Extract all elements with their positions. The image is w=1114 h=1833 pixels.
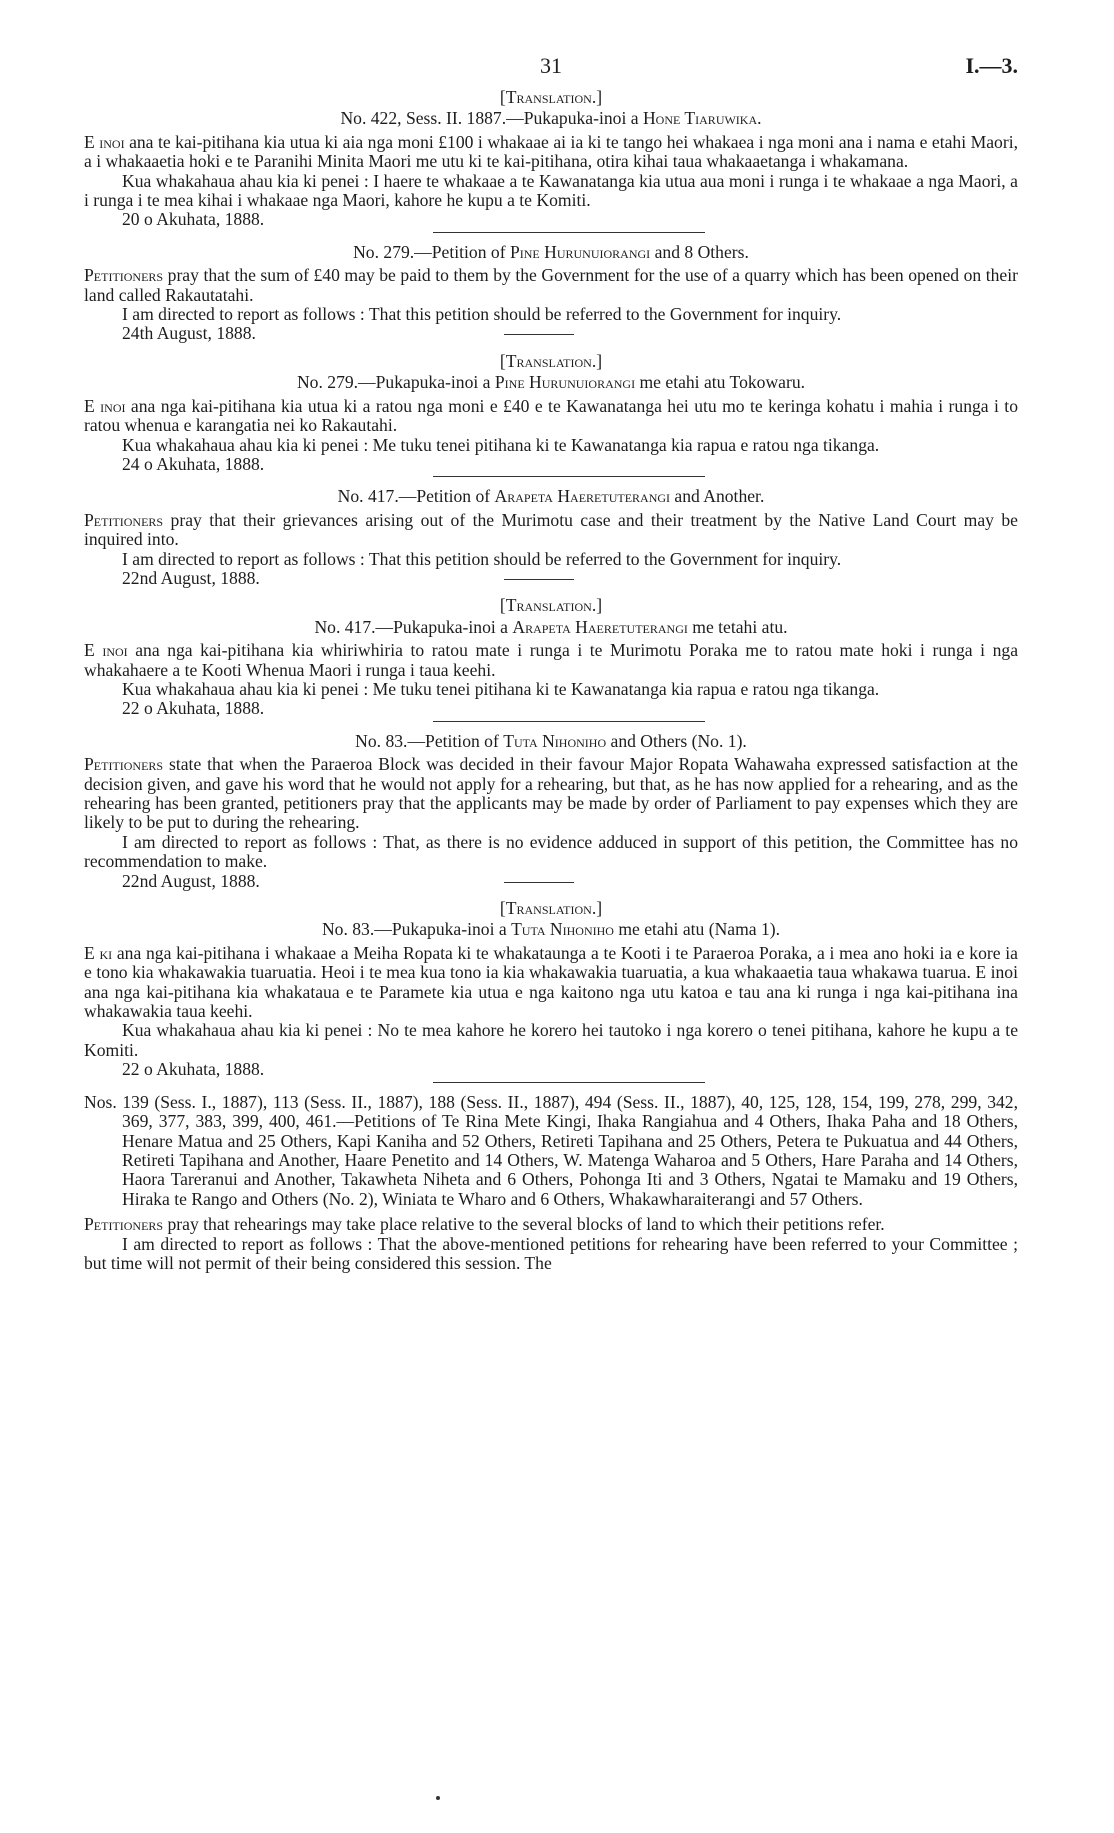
section-heading: No. 422, Sess. II. 1887.—Pukapuka-inoi a Hone Tiaruwika. [340, 108, 762, 129]
section-divider [433, 1082, 705, 1083]
paragraph: Petitioners pray that the sum of £40 may be paid to them by the Government for the use of a quarry which has been opened on their land called Rakautatahi. [84, 265, 1018, 305]
page-number: 31 [540, 53, 562, 78]
page-header [84, 52, 1018, 86]
section-heading: No. 279.—Pukapuka-inoi a Pine Hurunuiorangi me etahi atu Tokowaru. [296, 372, 806, 393]
petition-83 [84, 732, 1018, 891]
short-rule [504, 579, 574, 580]
paragraph: Kua whakahaua ahau kia ki penei : Me tuku tenei pitihana ki te Kawanatanga kia rapua e ratou nga tikanga. [122, 678, 880, 699]
section-heading: No. 83.—Petition of Tuta Nihoniho and Others (No. 1). [355, 730, 747, 751]
short-rule [504, 882, 574, 883]
paragraph: Petitioners state that when the Paraeroa Block was decided in their favour Major Ropata Wahawaha expressed satisfaction at the decision given, and gave his word that he would not apply for a rehearing, but that, as he has now applied for a rehearing, and as the rehearing has been granted, petitioners pray that the applicants may be made by order of Parliament to pay expenses which they are likely to be put to during the rehearing. [84, 754, 1018, 833]
section-heading: No. 417.—Petition of Arapeta Haeretuterangi and Another. [337, 486, 765, 507]
paragraph: I am directed to report as follows : That this petition should be referred to the Government for inquiry. [122, 304, 842, 325]
date-line: 24th August, 1888. [122, 323, 256, 344]
petition-417-translation [84, 596, 1018, 721]
translation-label: [Translation.] [499, 87, 603, 107]
translation-label: [Translation.] [499, 350, 603, 371]
paragraph: I am directed to report as follows : That the above-mentioned petitions for rehearing have been referred to your Committee ; but time will not permit of their being considered this session. The [84, 1233, 1018, 1273]
date-line: 22 o Akuhata, 1888. [122, 698, 265, 719]
section-heading: No. 417.—Pukapuka-inoi a Arapeta Haeretuterangi me tetahi atu. [314, 616, 788, 637]
section-divider [433, 476, 705, 477]
petitions-rehearing [84, 1093, 1018, 1274]
paragraph: I am directed to report as follows : That this petition should be referred to the Government for inquiry. [122, 548, 842, 569]
paragraph: Kua whakahaua ahau kia ki penei : I haere te whakaae a te Kawanatanga kia utua aua moni i runga i te whakaae a nga Maori, a i runga i te mea kihai i whakaae nga Maori, kahore he kupu a te Komiti. [84, 170, 1018, 211]
section-divider [433, 232, 705, 233]
section-heading: Nos. 139 (Sess. I., 1887), 113 (Sess. II., 1887), 188 (Sess. II., 1887), 494 (Sess. II., 1887), 40, 125, 128, 154, 199, 278, 299, 342, 369, 377, 383, 399, 400, 461.—Petitions of Te Rina Mete Kingi, Ihaka Rangiahua and 4 Others, Ihaka Paha and 18 Others, Henare Matua and 25 Others, Kapi Kaniha and 52 Others, Retireti Tapihana and 25 Others, Petera te Pukuatua and 44 Others, Retireti Tapihana and Another, Haare Penetito and 14 Others, W. Matenga Waharoa and 5 Others, Hare Paraha and 14 Others, Haora Tareranui and Another, Takawheta Niheta and 6 Others, Pohonga Iti and 3 Others, Ngatai te Mamaku and 19 Others, Hiraka te Rango and Others (No. 2), Winiata te Wharo and 6 Others, Whakawharaiterangi and 57 Others. [84, 1091, 1018, 1209]
section-heading: No. 279.—Petition of Pine Hurunuiorangi and 8 Others. [353, 241, 749, 262]
date-line: 22 o Akuhata, 1888. [122, 1059, 265, 1080]
paragraph: Petitioners pray that rehearings may take place relative to the several blocks of land to which their petitions refer. [84, 1214, 885, 1235]
translation-label: [Translation.] [499, 898, 603, 919]
short-rule [504, 334, 574, 335]
paragraph: Kua whakahaua ahau kia ki penei : No te mea kahore he korero hei tautoko i nga korero o tenei pitihana, kahore he kupu a te Komiti. [84, 1020, 1018, 1060]
paragraph: E inoi ana nga kai-pitihana kia whiriwhiria to ratou mate i runga i te Murimotu Poraka me to ratou mate hoki i runga i nga whakahaere a te Kooti Whenua Maori i runga i taua keehi. [84, 640, 1018, 680]
date-line: 22nd August, 1888. [122, 870, 260, 891]
section-heading: No. 83.—Pukapuka-inoi a Tuta Nihoniho me etahi atu (Nama 1). [321, 919, 781, 940]
date-line: 20 o Akuhata, 1888. [122, 209, 265, 230]
document-reference: I.—3. [965, 53, 1018, 78]
paragraph: I am directed to report as follows : That, as there is no evidence adduced in support of this petition, the Committee has no recommendation to make. [84, 831, 1018, 872]
translation-label: [Translation.] [499, 595, 603, 616]
paragraph: E inoi ana te kai-pitihana kia utua ki aia nga moni £100 i whakaae ai ia ki te tango hei whakaea i nga moni ana i nama e etahi Maori, a i whakaaetia hoki e te Paranihi Minita Maori me utu ki te kai-pitihana, otira kihai taua whakaaetanga i whakamana. [84, 131, 1018, 172]
petition-417 [84, 487, 1018, 588]
petition-83-translation [84, 899, 1018, 1083]
date-line: 22nd August, 1888. [122, 567, 260, 588]
petition-279-translation [84, 352, 1018, 477]
paragraph: Kua whakahaua ahau kia ki penei : Me tuku tenei pitihana ki te Kawanatanga kia rapua e ratou nga tikanga. [122, 434, 880, 455]
petition-279 [84, 243, 1018, 344]
paragraph: E ki ana nga kai-pitihana i whakaae a Meiha Ropata ki te whakataunga a te Kooti i te Paraeroa Poraka, a i mea ano hoki ia e kore ia e tono kia whakawakia tuaruatia. Heoi i te mea kua tono ia kia whakawakia tuaruatia, a kua whakaaetia taua whakawa tuarua. E inoi ana nga kai-pitihana kia whakataua e te Paramete kia utua e nga kaitono nga utu katoa e tau ana ki runga i nga kai-pitihana ina whakawakia taua keehi. [84, 942, 1018, 1022]
print-speck [436, 1796, 440, 1800]
petition-422-translation [84, 88, 1018, 233]
date-line: 24 o Akuhata, 1888. [122, 453, 265, 474]
paragraph: Petitioners pray that their grievances arising out of the Murimotu case and their treatment by the Native Land Court may be inquired into. [84, 509, 1018, 550]
paragraph: E inoi ana nga kai-pitihana kia utua ki a ratou nga moni e £40 e te Kawanatanga hei utu mo te keringa kohatu i mahia i runga i to ratou whenua e karangatia nei ko Rakautahi. [84, 395, 1018, 436]
section-divider [433, 721, 705, 722]
